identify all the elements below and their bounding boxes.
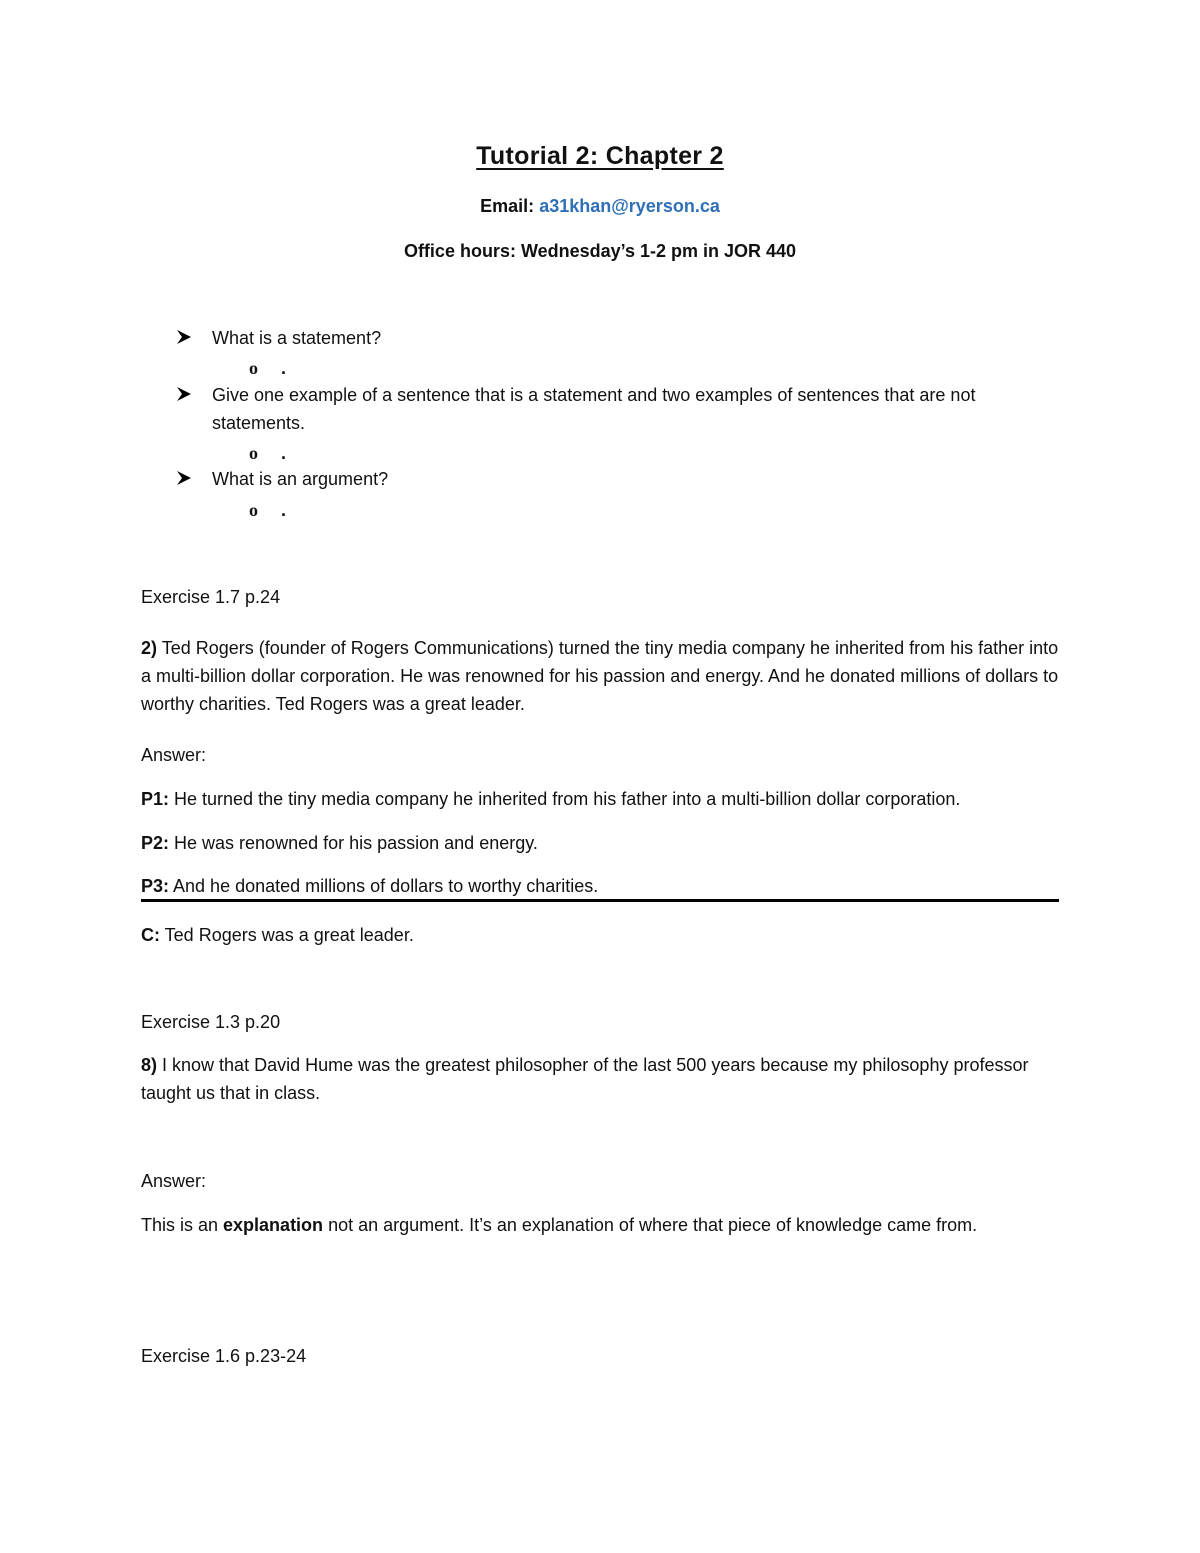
exercise-problem: [141, 1051, 1071, 1107]
exercise-heading: Exercise 1.6 p.23-24: [141, 1346, 307, 1366]
answer-label: Answer:: [141, 745, 207, 765]
answer-emphasis: explanation: [223, 1215, 324, 1235]
problem-text: Ted Rogers (founder of Rogers Communications) turned the tiny media company he inherited from his father into a multi-billion dollar corporation. He was renowned for his passion and energy. And he donated millions of dollars to worthy charities. Ted Rogers was a great leader.: [141, 638, 1059, 714]
answer-text-end: not an argument. It’s an explanation of where that piece of knowledge came from.: [323, 1215, 978, 1235]
conclusion-text: Ted Rogers was a great leader.: [160, 925, 414, 945]
problem-number: 2): [141, 638, 158, 658]
sub-bullet-marker: o: [249, 500, 258, 520]
conclusion-divider: [141, 899, 1059, 902]
premise-label: P3:: [141, 876, 170, 896]
answer-sub-item: [249, 496, 286, 524]
office-hours: Office hours: Wednesday’s 1-2 pm in JOR 440: [403, 241, 797, 261]
arrow-bullet-icon: [176, 386, 192, 402]
answer-text: [141, 1211, 1071, 1239]
sub-bullet-marker: o: [249, 443, 258, 463]
exercise-heading: Exercise 1.3 p.20: [141, 1012, 281, 1032]
premise-text: And he donated millions of dollars to worthy charities.: [169, 876, 599, 896]
premise-p1: [141, 785, 1071, 813]
premise-label: P2:: [141, 833, 170, 853]
conclusion: [141, 921, 1071, 949]
question-item: [176, 381, 1056, 437]
email-line: [0, 196, 1200, 217]
answer-label: Answer:: [141, 1171, 207, 1191]
arrow-bullet-icon: [176, 470, 192, 486]
answer-text: .: [281, 500, 287, 520]
answer-sub-item: [249, 439, 286, 467]
problem-text: I know that David Hume was the greatest philosopher of the last 500 years because my philosophy professor taught us that in class.: [141, 1055, 1029, 1103]
premise-text: He was renowned for his passion and energy.: [169, 833, 538, 853]
conclusion-label: C:: [141, 925, 160, 945]
email-label: Email:: [480, 196, 535, 216]
answer-text-start: This is an: [141, 1215, 224, 1235]
page-title: Tutorial 2: Chapter 2: [476, 142, 724, 170]
premise-p2: [141, 829, 1071, 857]
problem-number: 8): [141, 1055, 158, 1075]
question-text: What is a statement?: [212, 328, 382, 348]
answer-text: .: [281, 358, 287, 378]
premise-p3: [141, 872, 1071, 900]
exercise-problem: [141, 634, 1071, 718]
email-link[interactable]: a31khan@ryerson.ca: [539, 196, 720, 216]
question-text: What is an argument?: [212, 469, 389, 489]
answer-sub-item: [249, 354, 286, 382]
answer-text: .: [281, 443, 287, 463]
question-item: [176, 465, 1076, 493]
arrow-bullet-icon: [176, 329, 192, 345]
question-item: [176, 324, 1076, 352]
premise-text: He turned the tiny media company he inherited from his father into a multi-billion dollar corporation.: [169, 789, 961, 809]
exercise-heading: Exercise 1.7 p.24: [141, 587, 281, 607]
question-text: Give one example of a sentence that is a statement and two examples of sentences that are not statements.: [212, 385, 976, 433]
sub-bullet-marker: o: [249, 358, 258, 378]
premise-label: P1:: [141, 789, 170, 809]
